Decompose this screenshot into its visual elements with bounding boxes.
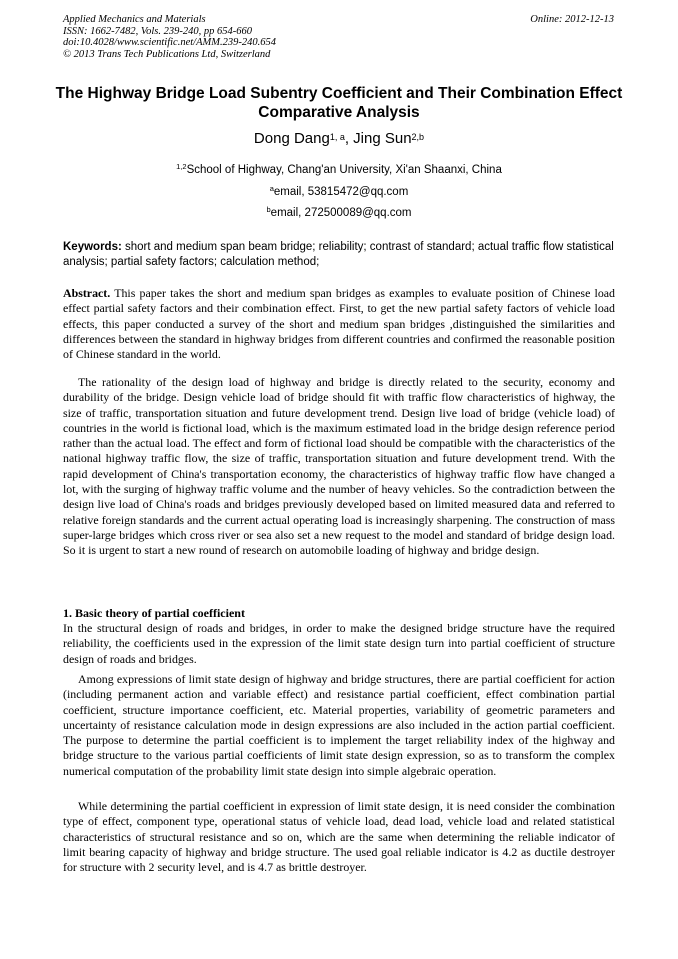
author-separator: , [344, 130, 354, 147]
affiliation-school [0, 163, 678, 177]
email-a-marker: a [269, 184, 274, 193]
author-line [0, 130, 678, 148]
copyright-line: © 2013 Trans Tech Publications Ltd, Switzerland [63, 48, 271, 60]
affiliation-text: School of Highway, Chang'an University, Xi'an Shaanxi, China [186, 164, 502, 176]
section-heading: 1. Basic theory of partial coefficient [63, 606, 245, 620]
issn-line: ISSN: 1662-7482, Vols. 239-240, pp 654-660 [63, 25, 252, 37]
author-2: Jing Sun [353, 130, 412, 147]
section-paragraph-2: Among expressions of limit state design of highway and bridge structures, there are partial coefficient for action (including permanent action and variable effect) and resistance partial coefficient, effect combination partial coefficient, structure importance coefficient, etc. Material properties, variability of geometric parameters and uncertainty of resistance calculation mode in design expressions are also included in the action partial coefficient. The purpose to determine the partial coefficient is to implement the target reliability index of the highway and bridge structure to the various partial coefficients of limit state design expression, so as to transform the complex numerical computation of the probability limit state design into simple algebraic operation. [63, 672, 615, 778]
affiliation-marker: 1,2 [176, 162, 187, 171]
journal-metadata [63, 14, 276, 60]
abstract-paragraph [63, 286, 615, 362]
author-1-affiliation: 1, a [329, 132, 345, 142]
abstract-text: This paper takes the short and medium span bridges as examples to evaluate position of Chinese load effect partial safety factors and their combination effect. First, to get the new partial safety factors of vehicle load effects, this paper conducted a survey of the short and medium span bridges ,distinguished the similarities and differences between the standard in highway bridges from different countries and confirmed the reasonable position of Chinese standard in the world. [63, 286, 615, 362]
section-paragraph-3: While determining the partial coefficient in expression of limit state design, it is need consider the combination type of effect, component type, operational status of vehicle load, dead load, vehicle load and related statistical characteristics of structural resistance and so on, which are the same when determining the reliable indicator of limit bearing capacity of highway and bridge structure. The used goal reliable indicator is 4.2 as ductile destroyer for structure with 2 security level, and is 4.7 as brittle destroyer. [63, 799, 615, 875]
email-a-text: email, 53815472@qq.com [273, 186, 409, 198]
author-1: Dong Dang [253, 130, 330, 147]
email-b [0, 206, 678, 220]
email-b-text: email, 272500089@qq.com [270, 207, 412, 219]
section-paragraph-1: In the structural design of roads and bridges, in order to make the designed bridge structure have the required reliability, the coefficients used in the expression of the limit state design turn into partial coefficient of structure design of roads and bridges. [63, 621, 615, 666]
online-date: Online: 2012-12-13 [530, 14, 614, 25]
email-b-marker: b [266, 205, 271, 214]
intro-paragraph: The rationality of the design load of highway and bridge is directly related to the security, economy and durability of the bridge. Design vehicle load of bridge should fit with traffic flow characteristics of highway, the size of traffic, transportation situation and future development trend. Design live load of bridge (vehicle load) of countries in the world is fictional load, which is the maximum estimated load in the bridge design reference period rather than the actual load. The effect and form of fictional load should be compatible with the characteristics of the national highway traffic flow, the size of traffic, transportation situation and future development trend. With the rapid development of China's transportation economy, the characteristics of highway traffic flow have changed a lot, with the surging of highway traffic volume and the number of heavy vehicles. So the contradiction between the design live load of China's roads and bridges previously developed based on limited measured data and referred to relative foreign standards and the current actual operating load is increasingly sharpening. The construction of mass super-large bridges which cross river or sea also set a new request to the model and standard of bridge design load. So it is urgent to start a new round of research on automobile loading of highway and bridge design. [63, 375, 615, 558]
keywords-text: short and medium span beam bridge; reliability; contrast of standard; actual traffic flow statistical analysis; partial safety factors; calculation method; [63, 241, 614, 269]
keywords-label: Keywords: [63, 241, 122, 253]
keywords-block [63, 240, 615, 270]
doi-line: doi:10.4028/www.scientific.net/AMM.239-240.654 [63, 37, 276, 48]
email-a [0, 185, 678, 199]
journal-name: Applied Mechanics and Materials [63, 14, 206, 25]
abstract-label: Abstract. [63, 286, 111, 300]
paper-title: The Highway Bridge Load Subentry Coefficient and Their Combination Effect Comparative Analysis [55, 85, 623, 121]
author-2-affiliation: 2,b [411, 132, 425, 142]
